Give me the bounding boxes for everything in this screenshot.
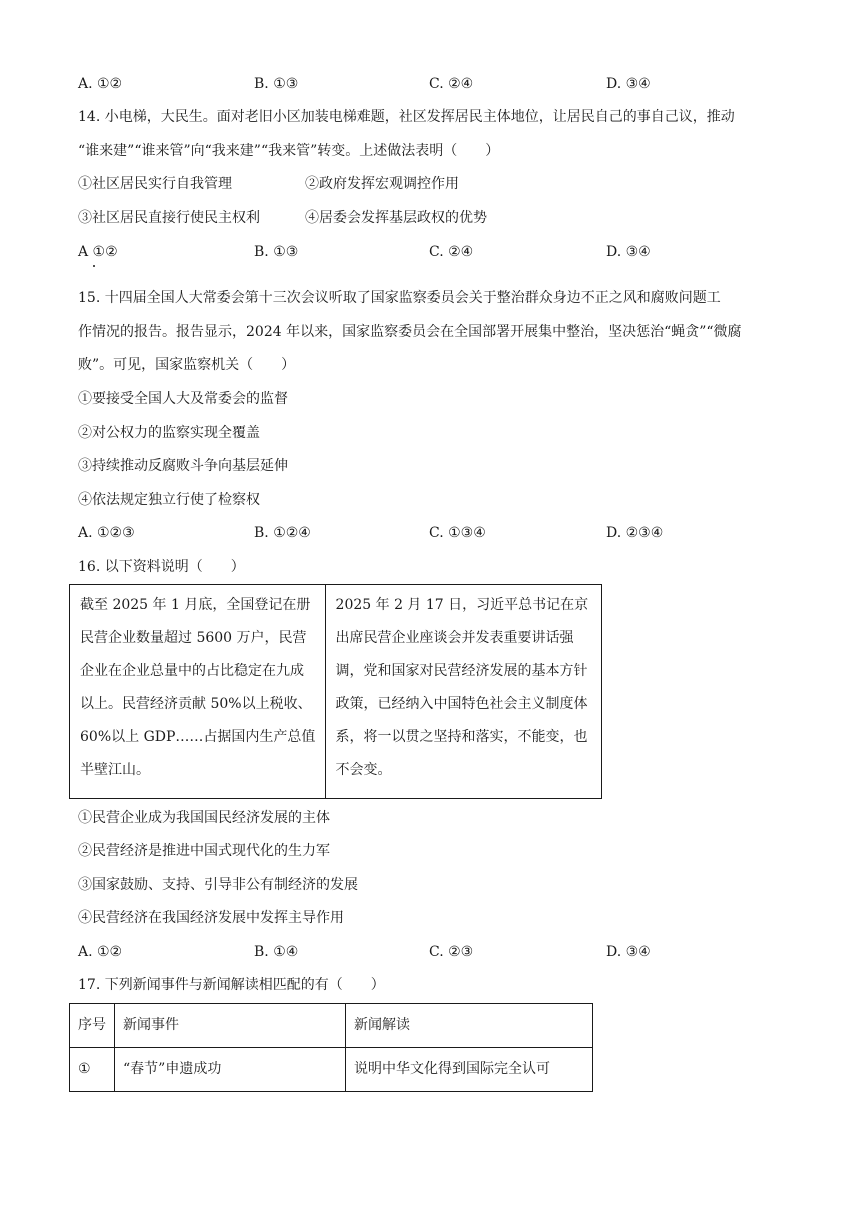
q16-option-b: B. ①④ [254,944,299,960]
q17-row1-no: ① [70,1048,115,1092]
q17-header-event: 新闻事件 [115,1004,346,1048]
q15-option-b: B. ①②④ [254,525,311,541]
q14-option-b: B. ①③ [254,244,299,260]
q14-option-d: D. ③④ [606,244,651,260]
q16-options [78,942,798,962]
q14-stem-line2: “谁来建”“谁来管”向“我来建”“我来管”转变。上述做法表明（ ） [78,143,500,159]
q16-option-c: C. ②③ [429,944,474,960]
q13-options [78,74,798,94]
q17-stem: 17. 下列新闻事件与新闻解读相匹配的有（ ） [78,977,385,993]
q15-item-1: ①要接受全国人大及常委会的监督 [78,391,288,407]
q14-item-2: ②政府发挥宏观调控作用 [305,176,459,192]
q17-row1-event: “春节”申遗成功 [115,1048,346,1092]
q13-option-c: C. ②④ [429,76,474,92]
stray-dot-mark [93,265,95,267]
q16-material-table [69,584,602,799]
q13-option-a: A. ①② [78,76,123,92]
q17-header-interpretation: 新闻解读 [346,1004,593,1048]
q14-stem-line1: 14. 小电梯，大民生。面对老旧小区加装电梯难题，社区发挥居民主体地位，让居民自己的事自己议，推动 [78,109,735,125]
q15-option-c: C. ①③④ [429,525,486,541]
q16-option-d: D. ③④ [606,944,651,960]
q15-option-a: A. ①②③ [78,525,135,541]
q15-item-2: ②对公权力的监察实现全覆盖 [78,425,260,441]
q14-item-4: ④居委会发挥基层政权的优势 [305,210,487,226]
q15-stem-line3: 败”。可见，国家监察机关（ ） [78,357,296,373]
q16-option-a: A. ①② [78,944,123,960]
q17-news-table [69,1003,593,1092]
q14-item-3: ③社区居民直接行使民主权利 [78,210,260,226]
q15-stem-line1: 15. 十四届全国人大常委会第十三次会议听取了国家监察委员会关于整治群众身边不正之风和腐败问题工 [78,290,721,306]
q16-stem: 16. 以下资料说明（ ） [78,559,245,575]
q13-option-b: B. ①③ [254,76,299,92]
q16-item-3: ③国家鼓励、支持、引导非公有制经济的发展 [78,877,358,893]
q14-option-c: C. ②④ [429,244,474,260]
q16-material-right: 2025 年 2 月 17 日，习近平总书记在京出席民营企业座谈会并发表重要讲话强调，党和国家对民营经济发展的基本方针政策，已经纳入中国特色社会主义制度体系，将一以贯之坚持和落实，不能变，也不会变。 [325,585,601,799]
q17-header-no: 序号 [70,1004,115,1048]
q13-option-d: D. ③④ [606,76,651,92]
q16-item-1: ①民营企业成为我国国民经济发展的主体 [78,810,330,826]
q17-row1-interpretation: 说明中华文化得到国际完全认可 [346,1048,593,1092]
q15-stem-line2: 作情况的报告。报告显示，2024 年以来，国家监察委员会在全国部署开展集中整治，坚决惩治“蝇贪”“微腐 [78,324,742,340]
q14-option-a: A ①② [78,244,118,260]
q14-item-1: ①社区居民实行自我管理 [78,176,232,192]
q16-material-left: 截至 2025 年 1 月底，全国登记在册民营企业数量超过 5600 万户，民营企业在企业总量中的占比稳定在九成以上。民营经济贡献 50%以上税收、60%以上 GDP……占据国内生产总值半壁江山。 [70,585,326,799]
q15-item-3: ③持续推动反腐败斗争向基层延伸 [78,458,288,474]
q17-header-row [70,1004,593,1048]
q14-options [78,242,798,262]
q16-item-4: ④民营经济在我国经济发展中发挥主导作用 [78,910,344,926]
q15-item-4: ④依法规定独立行使了检察权 [78,492,260,508]
q15-option-d: D. ②③④ [606,525,664,541]
table-row [70,1048,593,1092]
q16-item-2: ②民营经济是推进中国式现代化的生力军 [78,843,330,859]
q15-options [78,523,798,543]
